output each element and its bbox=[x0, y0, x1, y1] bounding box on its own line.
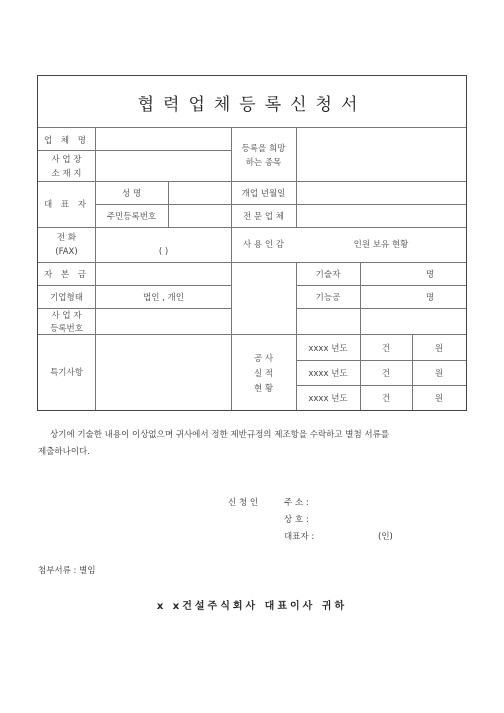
fax-field: ( ) bbox=[158, 247, 169, 257]
label-specialty: 전 문 업 체 bbox=[243, 212, 284, 222]
skilled-unit: 명 bbox=[425, 293, 435, 303]
label-biz-reg-no-2: 등록번호 bbox=[50, 324, 83, 334]
addressee-line: x x건설주식회사 대표이사 귀하 bbox=[156, 601, 348, 612]
seal-mark: (인) bbox=[378, 532, 393, 542]
label-special-notes: 특기사항 bbox=[50, 368, 83, 378]
label-company-type: 기업형태 bbox=[50, 293, 83, 303]
divider bbox=[38, 334, 466, 335]
record-count: 건 bbox=[381, 344, 391, 354]
divider bbox=[38, 127, 466, 128]
label-company-name: 업 체 명 bbox=[43, 136, 90, 146]
label-desired-item-2: 하는 종목 bbox=[245, 158, 282, 168]
label-staff-status: 인원 보유 현황 bbox=[353, 240, 409, 250]
label-technician: 기술자 bbox=[315, 270, 341, 280]
divider bbox=[38, 262, 466, 263]
technician-unit: 명 bbox=[425, 270, 435, 280]
divider bbox=[38, 227, 466, 228]
label-phone: 전 화 bbox=[56, 233, 77, 243]
label-address-2: 소 재 지 bbox=[51, 169, 82, 179]
divider bbox=[296, 308, 466, 309]
label-rrn: 주민등록번호 bbox=[106, 212, 157, 222]
divider bbox=[96, 204, 466, 205]
divider bbox=[296, 262, 297, 410]
label-biz-reg-no-1: 사 업 자 bbox=[51, 311, 82, 321]
statement-line-1: 상기에 기술한 내용이 이상없으며 귀사에서 정한 제반규정의 제조항을 수락하고 별첨 서류를 bbox=[50, 430, 390, 440]
record-amount: 원 bbox=[434, 344, 444, 354]
label-name: 성 명 bbox=[121, 189, 142, 199]
label-construction-1: 공 사 bbox=[253, 354, 274, 364]
form-title: 협력업체등록신청서 bbox=[137, 95, 367, 115]
record-year: xxxx 년도 bbox=[308, 394, 348, 404]
record-count: 건 bbox=[381, 369, 391, 379]
label-fax: (FAX) bbox=[55, 247, 78, 257]
divider bbox=[168, 181, 169, 227]
label-construction-3: 현 황 bbox=[253, 384, 274, 394]
statement-paragraph bbox=[38, 427, 470, 461]
applicant-label: 신 청 인 bbox=[228, 498, 259, 508]
divider bbox=[38, 150, 231, 151]
divider bbox=[296, 127, 297, 227]
record-amount: 원 bbox=[434, 394, 444, 404]
divider bbox=[296, 285, 466, 286]
divider bbox=[296, 385, 466, 386]
divider bbox=[296, 360, 466, 361]
company-type-value: 법인 , 개인 bbox=[143, 293, 184, 303]
label-capital: 자 본 금 bbox=[43, 270, 90, 280]
label-construction-2: 실 적 bbox=[253, 369, 274, 379]
label-representative: 대 표 자 bbox=[43, 200, 90, 210]
label-address-1: 사 업 장 bbox=[51, 155, 82, 165]
representative-label: 대표자 : bbox=[284, 532, 315, 542]
label-desired-item-1: 등록을 희망 bbox=[241, 144, 286, 154]
attachment-note: 첨부서류 : 별임 bbox=[38, 566, 96, 576]
record-count: 건 bbox=[381, 394, 391, 404]
statement-line-2: 제출하나이다. bbox=[38, 447, 90, 457]
trade-name-label: 상 호 : bbox=[284, 515, 309, 525]
label-birth-date: 개업 년월일 bbox=[241, 189, 286, 199]
divider bbox=[360, 262, 361, 410]
divider bbox=[38, 285, 231, 286]
record-amount: 원 bbox=[434, 369, 444, 379]
divider bbox=[95, 127, 96, 410]
record-year: xxxx 년도 bbox=[308, 344, 348, 354]
label-skilled: 기능공 bbox=[315, 293, 341, 303]
record-year: xxxx 년도 bbox=[308, 369, 348, 379]
label-seal: 사 용 인 감 bbox=[243, 240, 284, 250]
divider bbox=[38, 181, 466, 182]
address-label: 주 소 : bbox=[284, 498, 309, 508]
